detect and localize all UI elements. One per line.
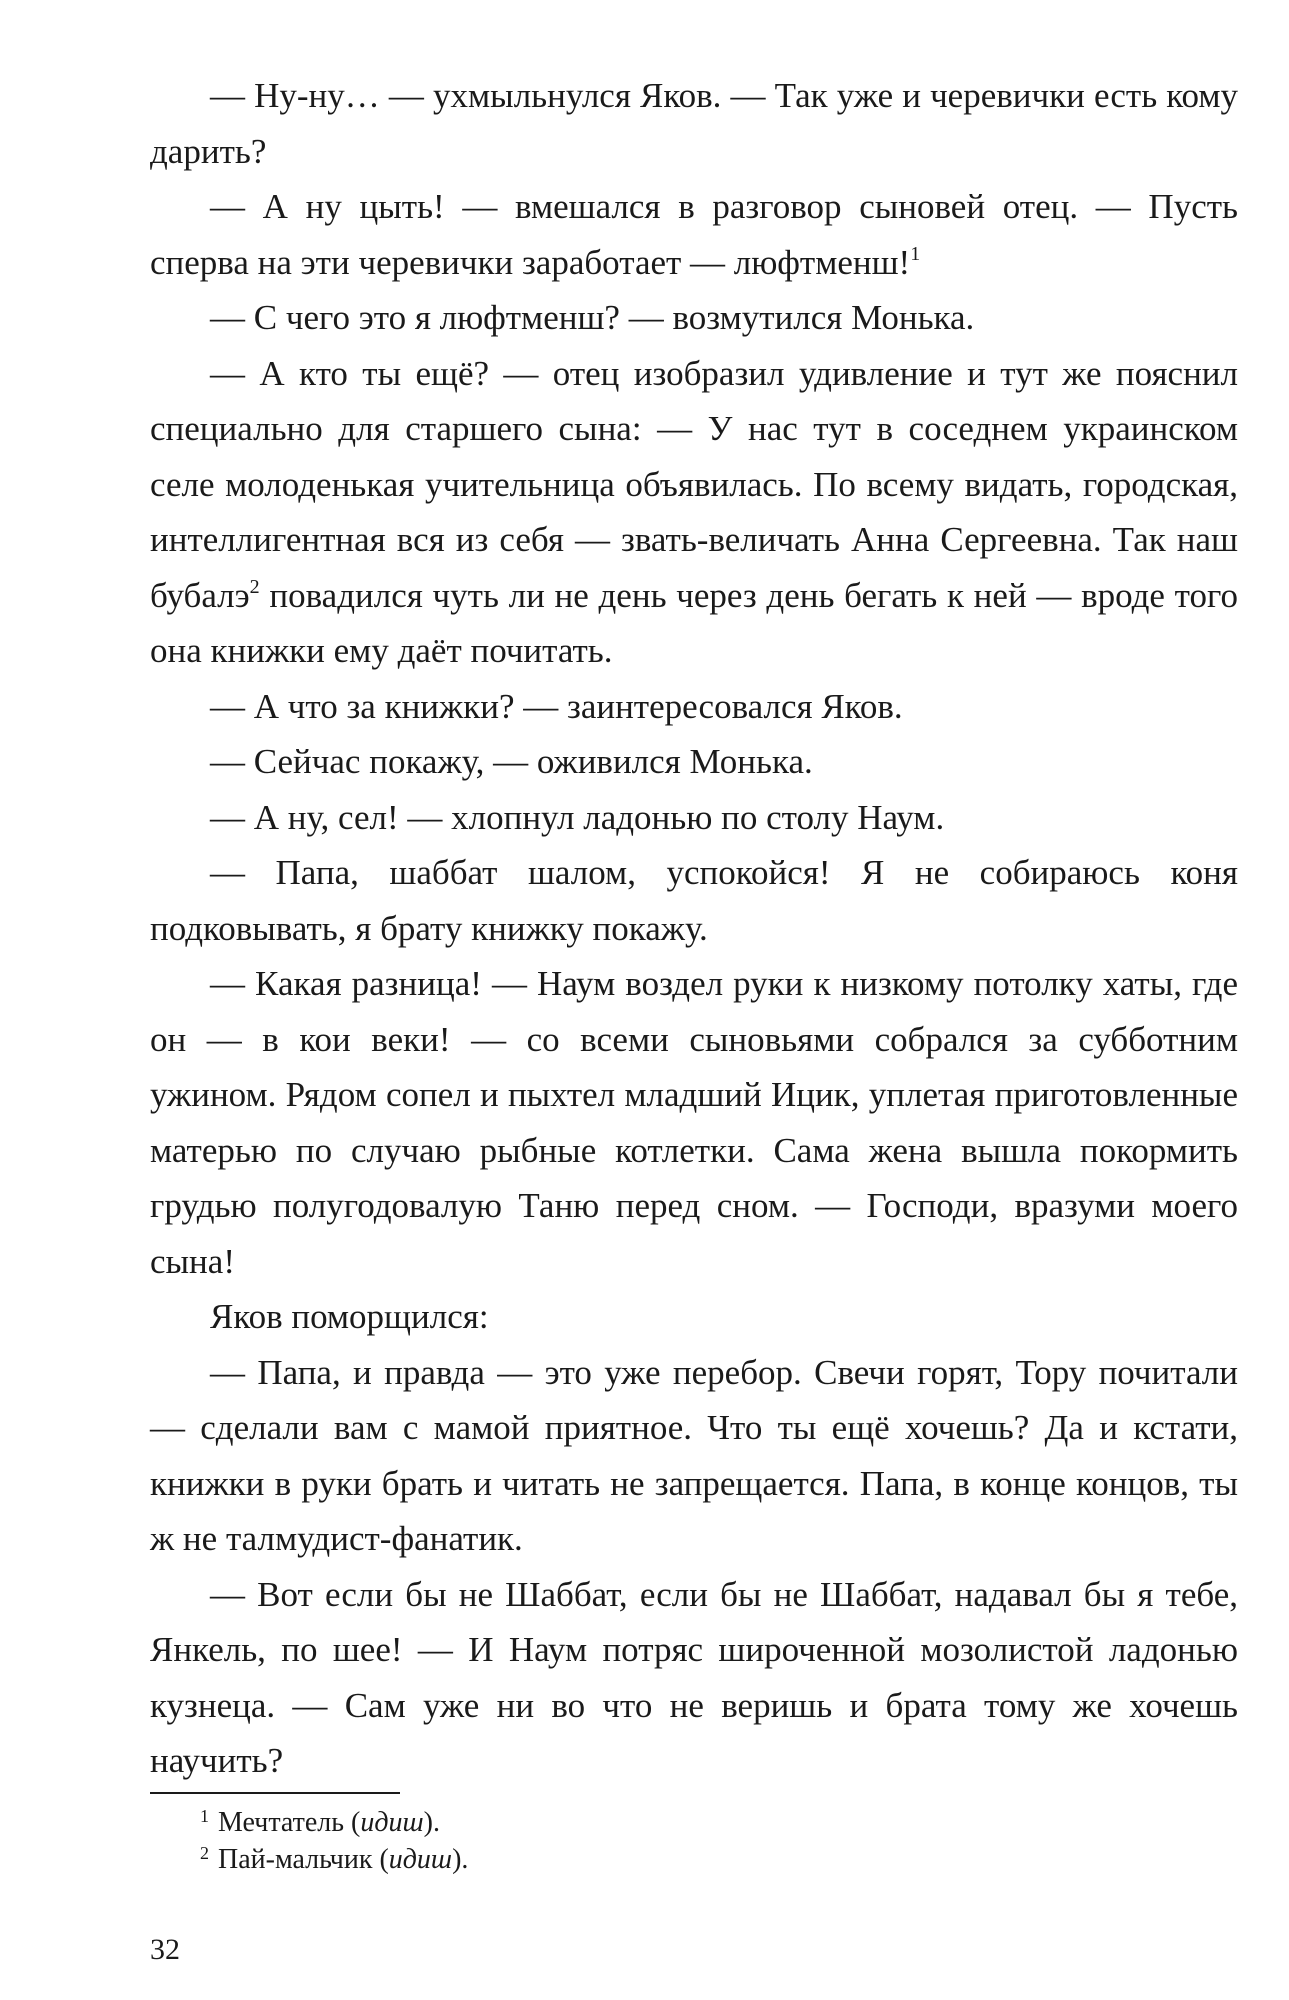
footnote-ref[interactable]: 1: [910, 242, 921, 265]
footnote-divider: [150, 1792, 400, 1794]
paragraph: — Какая разница! — Наум воздел руки к низкому потолку хаты, где он — в кои веки! — со всеми сыновьями собрался за субботним ужином. Рядом сопел и пыхтел младший Ицик, уплетая приготовленные матерью по случаю рыбные котлетки. Сама жена вышла покормить грудью полугодовалую Таню перед сном. — Господи, вразуми моего сына!: [150, 964, 1238, 1281]
paragraph: — С чего это я люфтменш? — возмутился Монька.: [210, 298, 975, 337]
footnote-mark: 1: [200, 1806, 209, 1826]
footnote: 2 Пай-мальчик (идиш).: [150, 1841, 1238, 1878]
paragraph: — А что за книжки? — заинтересовался Яков.: [210, 686, 903, 726]
paragraph: — Сейчас покажу, — оживился Монька.: [210, 742, 813, 781]
page-body: [150, 68, 1238, 1789]
footnote-mark: 2: [200, 1843, 209, 1863]
paragraph: — Папа, шаббат шалом, успокойся! Я не собираюсь коня подковывать, я брату книжку покажу.: [150, 853, 1238, 948]
page-number: 32: [150, 1933, 180, 1966]
footnote: 1 Мечтатель (идиш).: [150, 1804, 1238, 1841]
paragraph: — Ну-ну… — ухмыльнулся Яков. — Так уже и черевички есть кому дарить?: [150, 76, 1238, 171]
footnotes: [150, 1804, 1238, 1878]
paragraph: — А ну цыть! — вмешался в разговор сыновей отец. — Пусть сперва на эти черевички заработает — люфтменш!$^1$: [150, 187, 1238, 282]
paragraph: — А ну, сел! — хлопнул ладонью по столу Наум.: [210, 797, 945, 837]
paragraph: Яков поморщился:: [210, 1297, 489, 1336]
footnote-ref[interactable]: 2: [249, 575, 260, 598]
paragraph: — Папа, и правда — это уже перебор. Свечи горят, Тору почитали — сделали вам с мамой приятное. Что ты ещё хочешь? Да и кстати, книжки в руки брать и читать не запрещается. Папа, в конце концов, ты ж не талмудист-фанатик.: [150, 1352, 1238, 1558]
paragraph: — Вот если бы не Шаббат, если бы не Шаббат, надавал бы я тебе, Янкель, по шее! — И Наум потряс широченной мозолистой ладонью кузнеца. — Сам уже ни во что не веришь и брата тому же хочешь научить?: [150, 1574, 1238, 1780]
paragraph: — А кто ты ещё? — отец изобразил удивление и тут же пояснил специально для старшего сына: — У нас тут в соседнем украинском селе молоденькая учительница объявилась. По всему видать, городская, интеллигентная вся из себя — звать-величать Анна Сергеевна. Так наш бубалэ$^2$ повадился чуть ли не день через день бегать к ней — вроде того она книжки ему даёт почитать.: [150, 353, 1238, 670]
